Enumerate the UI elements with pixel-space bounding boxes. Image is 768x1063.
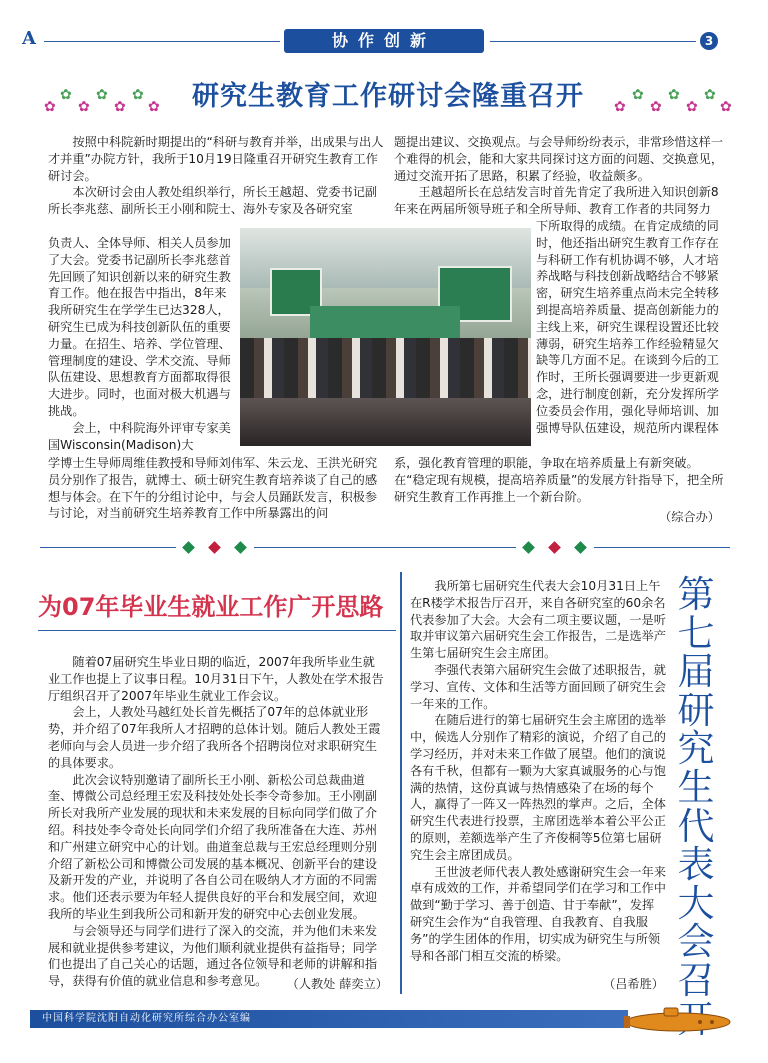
- article1-right-bottom: [394, 455, 728, 505]
- header-rule-left: [44, 41, 280, 42]
- conference-photo: [240, 228, 531, 446]
- flower-icon: ✿: [614, 99, 626, 115]
- diamond-icon: [548, 541, 561, 554]
- article3-body: [410, 578, 666, 964]
- article1-left-bottom: [48, 455, 386, 522]
- flower-icon: ✿: [44, 99, 56, 115]
- paragraph: 本次研讨会由人教处组织举行，所长王越超、党委书记副所长李兆慈、副所长王小刚和院士、海外专家及各研究室: [48, 185, 378, 217]
- flower-icon: ✿: [148, 99, 160, 115]
- paragraph: 在随后进行的第七届研究生会主席团的选举中，候选人分别作了精彩的演说，介绍了自己的学习经历，并对未来工作做了展望。他们的演说各有千秋，但都有一颗为大家真诚服务的心与饱满的热情，这份真诚与热情感染了在场的每个人，赢得了一阵又一阵热烈的掌声。之后，全体研究生代表进行投票，主席团选举本着公平公正的原则，差额选举产生了齐俊桐等5位第七届研究生会主席团成员。: [410, 713, 666, 862]
- section-divider-right: [594, 547, 730, 548]
- paragraph: 王越超所长在总结发言时首先肯定了我所进入知识创新8年来在两届所领导班子和全所导师、教育工作者的共同努力: [394, 185, 719, 217]
- header-rule-right: [490, 41, 696, 42]
- flower-icon: ✿: [686, 99, 698, 115]
- flower-decoration-right: [612, 82, 736, 122]
- paragraph: 系，强化教育管理的职能，争取在培养质量上有新突破。在“稳定现有规模，提高培养质量”的发展方针指导下，把全所研究生教育工作再推上一个新台阶。: [394, 456, 724, 504]
- article2-body: [48, 654, 386, 990]
- article1-right-wrap: [536, 218, 728, 436]
- paragraph: 学博士生导师周维佳教授和导师刘伟军、朱云龙、王洪光研究员分别作了报告，就博士、硕士研究生教育培养谈了自己的感想与体会。在下午的分组讨论中，与会人员踊跃发言，积极参与讨论，对当前研究生培养教育工作中所暴露出的问: [48, 456, 378, 521]
- column-separator: [400, 572, 402, 994]
- paragraph: 与会领导还与同学们进行了深入的交流，并为他们未来发展和就业提供参考建议，为他们顺利就业提供有益指导；同学们也提出了自己关心的话题，通过各位领导和老师的讲解和指导，获得有价值的就业信息和参考意见。: [48, 923, 378, 989]
- paragraph: 按照中科院新时期提出的“科研与教育并举，出成果与出人才并重”办院方针，我所于10月19日隆重召开研究生教育工作研讨会。: [48, 135, 384, 183]
- photo-audience-front: [240, 398, 531, 446]
- paragraph: 题提出建议、交换观点。与会导师纷纷表示，非常珍惜这样一个难得的机会，能和大家共同探讨这方面的问题、交换意见，通过交流开拓了思路，积累了经验，收益颇多。: [394, 135, 724, 183]
- article1-author: （综合办）: [659, 510, 720, 524]
- flower-icon: ✿: [96, 87, 108, 103]
- section-title: 协作创新: [284, 29, 484, 53]
- flower-icon: ✿: [114, 99, 126, 115]
- paragraph: 此次会议特别邀请了副所长王小刚、新松公司总裁曲道奎、博微公司总经理王宏及科技处处长李令奇参加。王小刚副所长对我所产业发展的现状和未来发展的目标向同学们做了介绍。科技处李令奇处长向同学们介绍了我所准备在大连、苏州和广州建立研究中心的计划。曲道奎总裁与王宏总经理则分别介绍了新松公司和博微公司发展的基本概况、创新平台的建设及新开发的产业，并说明了各自公司在吸纳人才方面的不同需求。他们还表示要为年轻人提供良好的平台和发展空间，欢迎我所的毕业生到我所公司和新开发的研究中心去创业发展。: [48, 772, 378, 921]
- flower-decoration-left: [40, 82, 164, 122]
- paragraph: 会上，人教处马越红处长首先概括了07年的总体就业形势，并介绍了07年我所人才招聘的总体计划。随后人教处王霞老师向与会人员进一步介绍了我所各个招聘岗位对求职研究生的具体要求。: [48, 705, 381, 770]
- page-number: 3: [700, 32, 718, 50]
- section-divider-mid: [254, 547, 516, 548]
- article1-left-wrap: [48, 235, 236, 453]
- paragraph: 李强代表第六届研究生会做了述职报告，就学习、宣传、文体和生活等方面回顾了研究生会一年来的工作。: [410, 662, 666, 711]
- flower-icon: ✿: [632, 87, 644, 103]
- paragraph: 王世波老师代表人教处感谢研究生会一年来卓有成效的工作，并希望同学们在学习和工作中做到“勤于学习、善于创造、甘于奉献”，发挥研究生会作为“自我管理、自我教育、自我服务”的学生团体的作用，切实成为研究生与所领导和各部门相互交流的桥梁。: [410, 864, 666, 963]
- diamond-icon: [182, 541, 195, 554]
- article1-right-top: [394, 134, 728, 218]
- article3-author: （吕希胜）: [603, 977, 664, 991]
- flower-icon: ✿: [704, 87, 716, 103]
- flower-icon: ✿: [132, 87, 144, 103]
- flower-icon: ✿: [60, 87, 72, 103]
- flower-icon: ✿: [650, 99, 662, 115]
- article1-left-top: [48, 134, 384, 218]
- flower-icon: ✿: [668, 87, 680, 103]
- article3-vertical-title: 第七届研究生代表大会召: [677, 573, 715, 1002]
- institute-logo-icon: A: [22, 28, 36, 49]
- diamond-icon: [522, 541, 535, 554]
- diamond-icon: [574, 541, 587, 554]
- paragraph: 会上，中科院海外评审专家美国Wisconsin(Madison)大: [48, 420, 231, 452]
- paragraph: 我所第七届研究生代表大会10月31日上午在R楼学术报告厅召开，来自各研究室的60余名代表参加了大会。大会有二项主要议题，一是听取并审议第六届研究生会工作报告，二是选举产生第七届研究生会主席团。: [410, 579, 666, 661]
- paragraph: 下所取得的成绩。在肯定成绩的同时，他还指出研究生教育工作存在与科研工作有机协调不够，人才培养战略与科技创新战略结合不够紧密，研究生培养重点尚未完全转移到提高培养质量、提高创新能力的主线上来，研究生课程设置还比较薄弱，研究生培养工作经验精显欠缺等几方面不足。在谈到今后的工作时，王所长强调要进一步更新观念，进行制度创新，充分发挥所学位委员会作用，强化导师培训、加强博导队伍建设，规范所内课程体: [536, 219, 719, 435]
- article1-title: 研究生教育工作研讨会隆重召开: [192, 81, 584, 112]
- footer-bar: 中国科学院沈阳自动化研究所综合办公室编: [30, 1010, 628, 1028]
- diamond-icon: [208, 541, 221, 554]
- flower-icon: ✿: [720, 99, 732, 115]
- paragraph: 随着07届研究生毕业日期的临近，2007年我所毕业生就业工作也提上了议事日程。10月31日下午，人教处在学术报告厅组织召开了2007年毕业生就业工作会议。: [48, 655, 384, 703]
- diamond-icon: [234, 541, 247, 554]
- submarine-icon: [620, 1002, 738, 1036]
- flower-icon: ✿: [78, 99, 90, 115]
- article2-title: 为07年毕业生就业工作广开思路: [38, 593, 384, 621]
- section-divider-left: [40, 547, 176, 548]
- article2-title-rule: [38, 630, 396, 631]
- article2-author: （人教处 薛奕立）: [286, 977, 388, 991]
- paragraph: 负责人、全体导师、相关人员参加了大会。党委书记副所长李兆慈首先回顾了知识创新以来的研究生教育工作。他在报告中指出，8年来我所研究生在学学生已达328人，研究生已成为科技创新队伍的重要力量。在招生、培养、学位管理、管理制度的建设、学术交流、导师队伍建设、思想教育方面都取得很大进步。同时，也面对极大机遇与挑战。: [48, 236, 231, 418]
